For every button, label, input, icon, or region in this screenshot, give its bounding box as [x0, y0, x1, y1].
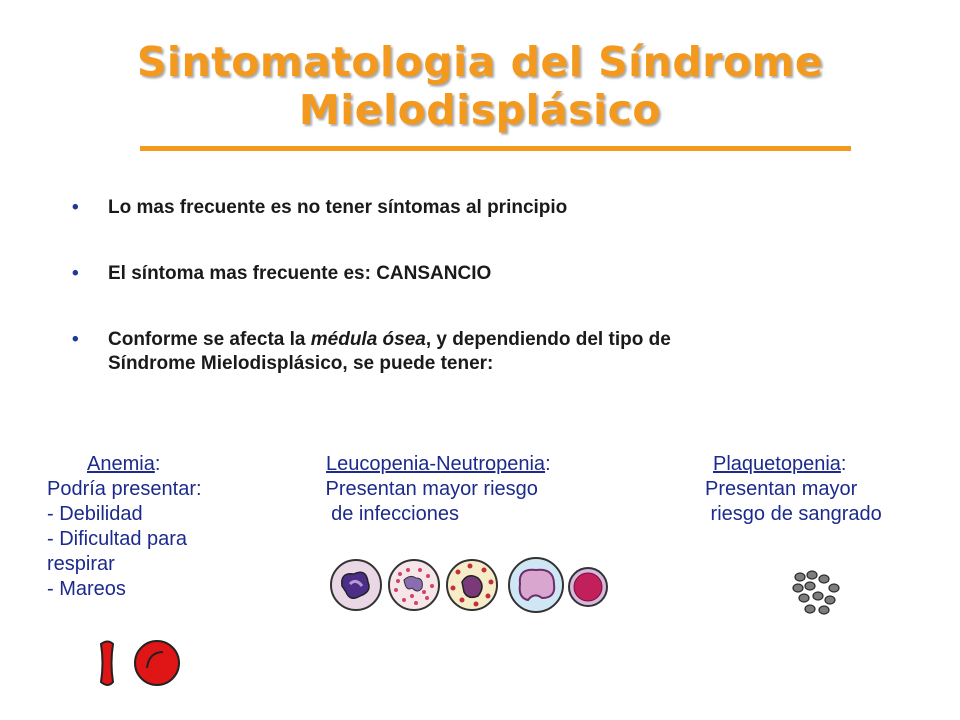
anemia-line: Podría presentar: — [47, 478, 202, 500]
anemia-heading: Anemia — [87, 453, 155, 475]
anemia-column — [47, 452, 297, 602]
bullet-text-part1: Conforme se afecta la — [108, 329, 311, 350]
leucopenia-line: Presentan mayor riesgo — [320, 478, 538, 500]
anemia-line: - Dificultad para — [47, 528, 188, 550]
rbc-top-view-icon — [135, 641, 179, 685]
anemia-line: - Mareos — [47, 578, 126, 600]
bullet-dot: • — [72, 263, 79, 284]
anemia-line: respirar — [47, 553, 115, 575]
leucopenia-heading-row: Leucopenia-Neutropenia: — [326, 453, 551, 475]
bullet-text-part2: , y dependiendo del tipo de — [425, 329, 671, 350]
bullet-list — [70, 196, 850, 418]
plaquetopenia-line: Presentan mayor — [705, 478, 858, 500]
bullet-dot: • — [72, 197, 79, 218]
bullet-text: Lo mas frecuente es no tener síntomas al principio — [108, 197, 568, 218]
leucopenia-line: de infecciones — [320, 503, 459, 525]
neutrophil-icon — [331, 560, 381, 610]
bullet-text: El síntoma mas frecuente es: CANSANCIO — [108, 263, 492, 284]
white-blood-cells-illustration — [328, 556, 610, 614]
bullet-item — [70, 196, 850, 220]
leucopenia-heading: Leucopenia-Neutropenia — [326, 453, 546, 475]
anemia-line: - Debilidad — [47, 503, 143, 525]
rbc-side-view-icon — [101, 642, 113, 686]
plaquetopenia-line: riesgo de sangrado — [705, 503, 882, 525]
plaquetopenia-column — [690, 452, 950, 527]
bullet-item — [70, 262, 850, 286]
leucopenia-column — [320, 452, 650, 527]
red-blood-cells-illustration — [95, 638, 190, 693]
title-line-1: Sintomatologia del Síndrome — [136, 38, 824, 86]
platelets-illustration — [790, 570, 842, 616]
plaquetopenia-heading-row: Plaquetopenia: — [713, 453, 847, 475]
slide-title — [0, 38, 960, 134]
plaquetopenia-heading: Plaquetopenia — [713, 453, 841, 475]
bullet-text-line2: Síndrome Mielodisplásico, se puede tener: — [108, 353, 494, 374]
basophil-icon — [447, 560, 497, 610]
bullet-dot: • — [72, 329, 79, 350]
lymphocyte-icon — [569, 568, 607, 606]
eosinophil-icon — [389, 560, 439, 610]
anemia-heading-row: Anemia: — [87, 453, 161, 475]
bullet-item — [70, 328, 850, 376]
title-underline — [140, 146, 851, 151]
bullet-text-italic: médula ósea — [310, 329, 426, 350]
monocyte-icon — [509, 558, 563, 612]
title-line-2: Mielodisplásico — [298, 86, 662, 134]
